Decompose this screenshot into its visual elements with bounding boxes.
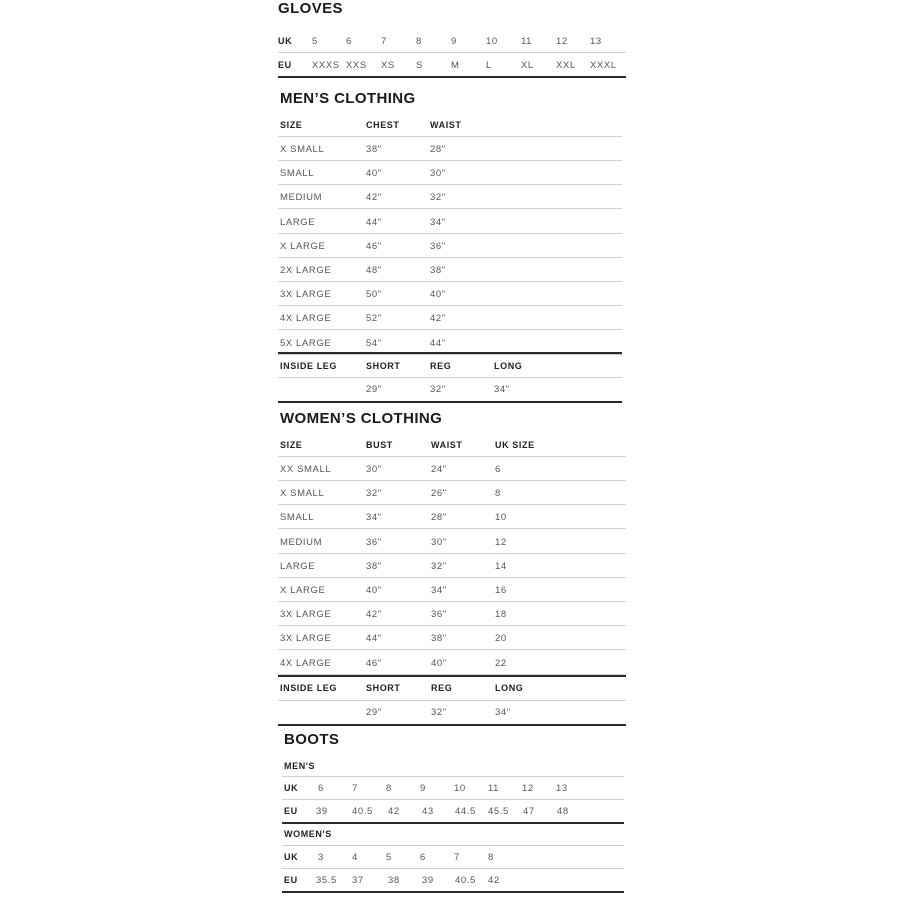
womens-row-cell: 32" xyxy=(366,488,382,500)
mens-row-cell: 5X LARGE xyxy=(280,337,332,349)
mens-row-cell: MEDIUM xyxy=(280,192,323,204)
boots-womens-uk-cell: 5 xyxy=(386,852,392,863)
womens-header-cell: WAIST xyxy=(431,440,463,450)
boots-womens-label: WOMEN'S xyxy=(284,829,332,839)
row-divider xyxy=(278,208,622,209)
gloves-eu-cell: XXXS xyxy=(312,60,340,71)
womens-row-cell: 22 xyxy=(495,657,507,669)
womens-row-cell: 30" xyxy=(431,536,447,548)
womens-header-cell: UK SIZE xyxy=(495,440,535,450)
boots-womens-eu-cell: 39 xyxy=(422,875,434,886)
section-rule xyxy=(278,401,622,403)
mens-header-cell: CHEST xyxy=(366,120,400,130)
womens-row-cell: 20 xyxy=(495,633,507,645)
row-divider xyxy=(278,601,626,602)
boots-womens-uk-cell: 4 xyxy=(352,852,358,863)
gloves-eu-cell: XL xyxy=(521,60,534,71)
boots-womens-eu-label: EU xyxy=(284,875,298,885)
mens-row-cell: 36" xyxy=(430,240,446,252)
womens-row-cell: 34" xyxy=(366,512,382,524)
womens-inside-leg-header: REG xyxy=(431,683,453,693)
womens-row-cell: 14 xyxy=(495,560,507,572)
row-divider xyxy=(278,649,626,650)
womens-row-cell: 36" xyxy=(431,609,447,621)
mens-header-cell: SIZE xyxy=(280,120,303,130)
mens-row-cell: 30" xyxy=(430,168,446,180)
mens-header-cell: WAIST xyxy=(430,120,462,130)
row-divider xyxy=(282,776,624,777)
boots-mens-eu-cell: 44.5 xyxy=(455,806,476,817)
gloves-uk-cell: 6 xyxy=(346,36,352,47)
womens-inside-leg-header: LONG xyxy=(495,683,524,693)
womens-row-cell: 36" xyxy=(366,536,382,548)
mens-row-cell: 44" xyxy=(430,337,446,349)
boots-mens-uk-cell: 8 xyxy=(386,783,392,794)
gloves-eu-cell: L xyxy=(486,60,492,71)
womens-row-cell: 32" xyxy=(431,560,447,572)
mens-row-cell: 44" xyxy=(366,216,382,228)
row-divider xyxy=(278,504,626,505)
row-divider xyxy=(278,377,622,378)
mens-row-cell: 34" xyxy=(430,216,446,228)
womens-row-cell: 10 xyxy=(495,512,507,524)
row-divider xyxy=(278,136,622,137)
section-rule xyxy=(278,724,626,726)
row-divider xyxy=(282,799,624,800)
mens-row-cell: 40" xyxy=(430,289,446,301)
boots-mens-eu-label: EU xyxy=(284,806,298,816)
gloves-uk-cell: 11 xyxy=(521,36,533,47)
boots-mens-label: MEN'S xyxy=(284,761,316,771)
row-divider xyxy=(278,700,626,701)
womens-header-cell: SIZE xyxy=(280,440,303,450)
mens-title: MEN’S CLOTHING xyxy=(280,90,416,107)
mens-row-cell: X LARGE xyxy=(280,240,326,252)
gloves-uk-cell: 10 xyxy=(486,36,498,47)
gloves-uk-cell: 8 xyxy=(416,36,422,47)
row-divider xyxy=(278,257,622,258)
boots-womens-eu-cell: 38 xyxy=(388,875,400,886)
gloves-uk-cell: 12 xyxy=(556,36,568,47)
boots-mens-uk-label: UK xyxy=(284,783,299,793)
mens-row-cell: X SMALL xyxy=(280,144,325,155)
mens-inside-leg-header: REG xyxy=(430,361,452,371)
womens-row-cell: 6 xyxy=(495,464,501,475)
mens-row-cell: 2X LARGE xyxy=(280,265,332,276)
womens-row-cell: 44" xyxy=(366,633,382,645)
boots-womens-eu-cell: 35.5 xyxy=(316,875,337,886)
womens-header-cell: BUST xyxy=(366,440,393,450)
womens-row-cell: 8 xyxy=(495,488,501,500)
boots-title: BOOTS xyxy=(284,731,340,748)
womens-row-cell: 4X LARGE xyxy=(280,657,332,669)
womens-row-cell: 30" xyxy=(366,464,382,475)
boots-mens-uk-cell: 10 xyxy=(454,783,466,794)
mens-row-cell: SMALL xyxy=(280,168,315,180)
gloves-eu-cell: XXL xyxy=(556,60,576,71)
gloves-uk-cell: 9 xyxy=(451,36,457,47)
section-rule xyxy=(278,76,626,78)
womens-inside-leg-value: 32" xyxy=(431,707,447,718)
mens-row-cell: 38" xyxy=(430,265,446,276)
row-divider xyxy=(278,184,622,185)
gloves-uk-label: UK xyxy=(278,36,293,46)
boots-mens-uk-cell: 7 xyxy=(352,783,358,794)
gloves-eu-cell: XXS xyxy=(346,60,367,71)
mens-row-cell: 42" xyxy=(366,192,382,204)
womens-row-cell: SMALL xyxy=(280,512,315,524)
gloves-eu-label: EU xyxy=(278,60,292,70)
gloves-uk-cell: 7 xyxy=(381,36,387,47)
womens-row-cell: X SMALL xyxy=(280,488,325,500)
mens-row-cell: 50" xyxy=(366,289,382,301)
womens-row-cell: 42" xyxy=(366,609,382,621)
boots-womens-uk-label: UK xyxy=(284,852,299,862)
row-divider xyxy=(278,281,622,282)
section-rule xyxy=(278,675,626,677)
mens-inside-leg-value: 32" xyxy=(430,384,446,395)
womens-inside-leg-header: INSIDE LEG xyxy=(280,683,338,693)
mens-row-cell: 48" xyxy=(366,265,382,276)
womens-row-cell: XX SMALL xyxy=(280,464,332,475)
boots-mens-uk-cell: 6 xyxy=(318,783,324,794)
mens-inside-leg-header: LONG xyxy=(494,361,523,371)
womens-row-cell: 12 xyxy=(495,536,507,548)
boots-mens-eu-cell: 40.5 xyxy=(352,806,373,817)
gloves-title: GLOVES xyxy=(278,0,343,17)
section-rule xyxy=(282,891,624,893)
womens-row-cell: 26" xyxy=(431,488,447,500)
boots-mens-eu-cell: 39 xyxy=(316,806,328,817)
row-divider xyxy=(278,577,626,578)
mens-row-cell: 40" xyxy=(366,168,382,180)
mens-row-cell: 3X LARGE xyxy=(280,289,332,301)
mens-inside-leg-value: 34" xyxy=(494,384,510,395)
mens-row-cell: 54" xyxy=(366,337,382,349)
boots-mens-uk-cell: 9 xyxy=(420,783,426,794)
mens-row-cell: 4X LARGE xyxy=(280,313,332,325)
row-divider xyxy=(278,553,626,554)
row-divider xyxy=(282,845,624,846)
gloves-uk-cell: 5 xyxy=(312,36,318,47)
gloves-eu-cell: XXXL xyxy=(590,60,617,71)
womens-row-cell: X LARGE xyxy=(280,585,326,596)
boots-womens-uk-cell: 7 xyxy=(454,852,460,863)
mens-row-cell: 28" xyxy=(430,144,446,155)
womens-row-cell: 3X LARGE xyxy=(280,609,332,621)
mens-row-cell: 42" xyxy=(430,313,446,325)
mens-inside-leg-header: SHORT xyxy=(366,361,401,371)
womens-row-cell: 16 xyxy=(495,585,507,596)
gloves-eu-cell: S xyxy=(416,60,423,71)
row-divider xyxy=(278,305,622,306)
section-rule xyxy=(278,352,622,354)
boots-mens-uk-cell: 11 xyxy=(488,783,500,794)
boots-mens-eu-cell: 43 xyxy=(422,806,434,817)
boots-mens-eu-cell: 45.5 xyxy=(488,806,509,817)
womens-row-cell: LARGE xyxy=(280,560,316,572)
womens-row-cell: 46" xyxy=(366,657,382,669)
mens-row-cell: 38" xyxy=(366,144,382,155)
section-rule xyxy=(282,822,624,824)
row-divider xyxy=(278,160,622,161)
womens-row-cell: 34" xyxy=(431,585,447,596)
boots-womens-uk-cell: 8 xyxy=(488,852,494,863)
gloves-eu-cell: XS xyxy=(381,60,395,71)
gloves-eu-cell: M xyxy=(451,60,460,71)
row-divider xyxy=(278,480,626,481)
womens-row-cell: 40" xyxy=(431,657,447,669)
womens-row-cell: 38" xyxy=(366,560,382,572)
boots-womens-eu-cell: 42 xyxy=(488,875,500,886)
mens-row-cell: 46" xyxy=(366,240,382,252)
boots-mens-eu-cell: 48 xyxy=(557,806,569,817)
boots-mens-uk-cell: 12 xyxy=(522,783,534,794)
womens-inside-leg-value: 34" xyxy=(495,707,511,718)
row-divider xyxy=(278,52,626,53)
boots-mens-eu-cell: 47 xyxy=(523,806,535,817)
row-divider xyxy=(278,456,626,457)
womens-row-cell: 3X LARGE xyxy=(280,633,332,645)
womens-row-cell: 40" xyxy=(366,585,382,596)
size-chart xyxy=(272,0,630,900)
womens-row-cell: 24" xyxy=(431,464,447,475)
row-divider xyxy=(278,625,626,626)
mens-row-cell: 32" xyxy=(430,192,446,204)
boots-womens-eu-cell: 37 xyxy=(352,875,364,886)
womens-inside-leg-value: 29" xyxy=(366,707,382,718)
mens-inside-leg-value: 29" xyxy=(366,384,382,395)
womens-row-cell: 38" xyxy=(431,633,447,645)
boots-womens-uk-cell: 6 xyxy=(420,852,426,863)
boots-womens-uk-cell: 3 xyxy=(318,852,324,863)
boots-womens-eu-cell: 40.5 xyxy=(455,875,476,886)
row-divider xyxy=(278,233,622,234)
womens-row-cell: MEDIUM xyxy=(280,536,323,548)
womens-inside-leg-header: SHORT xyxy=(366,683,401,693)
mens-row-cell: LARGE xyxy=(280,216,316,228)
womens-row-cell: 18 xyxy=(495,609,507,621)
mens-inside-leg-header: INSIDE LEG xyxy=(280,361,338,371)
row-divider xyxy=(278,329,622,330)
womens-title: WOMEN’S CLOTHING xyxy=(280,410,443,427)
boots-mens-eu-cell: 42 xyxy=(388,806,400,817)
row-divider xyxy=(282,868,624,869)
row-divider xyxy=(278,528,626,529)
gloves-uk-cell: 13 xyxy=(590,36,602,47)
boots-mens-uk-cell: 13 xyxy=(556,783,568,794)
womens-row-cell: 28" xyxy=(431,512,447,524)
mens-row-cell: 52" xyxy=(366,313,382,325)
